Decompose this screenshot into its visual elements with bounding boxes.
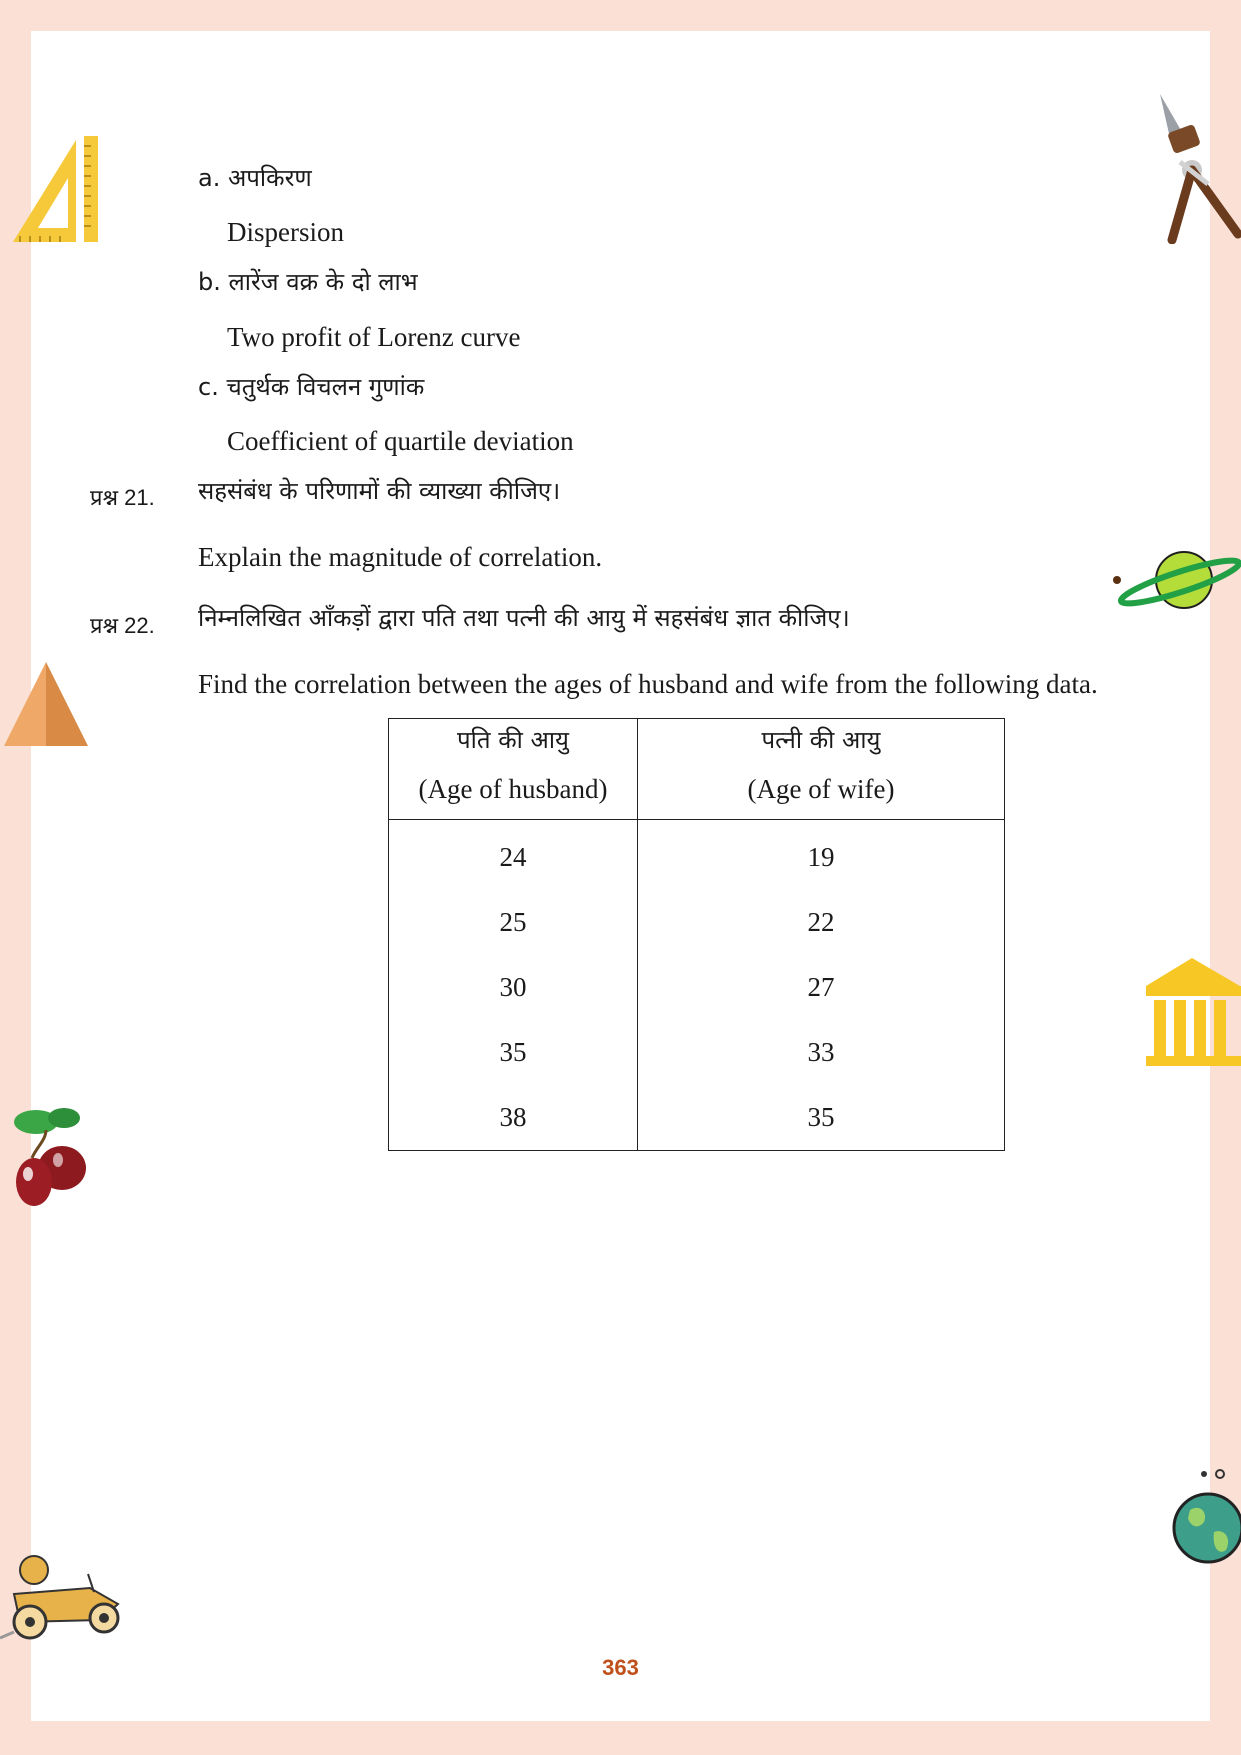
item-b-english: Two profit of Lorenz curve [227,322,521,352]
question-22-english: Find the correlation between the ages of husband and wife from the following data. [198,669,1098,699]
item-c-english: Coefficient of quartile deviation [227,426,574,456]
question-21-label: प्रश्न 21. [90,485,155,510]
wife-age-cell: 35 [638,1085,1005,1151]
husband-age-cell: 25 [389,890,638,955]
husband-age-cell: 35 [389,1020,638,1085]
item-c-hindi: c. चतुर्थक विचलन गुणांक [198,373,425,401]
column-header-wife-hindi: पत्नी की आयु [761,726,881,754]
wife-age-cell: 27 [638,955,1005,1020]
husband-age-cell: 24 [389,820,638,891]
compass-tool-icon [1152,92,1241,244]
table-header-row [389,719,1005,820]
question-21-english: Explain the magnitude of correlation. [198,542,603,572]
column-header-husband-hindi: पति की आयु [457,726,569,754]
column-header-wife [638,719,1005,820]
set-square-ruler-icon [8,132,103,244]
column-header-wife-english: (Age of wife) [747,774,895,804]
wife-age-cell: 22 [638,890,1005,955]
item-a-hindi: a. अपकिरण [198,164,312,192]
planet-saturn-icon [1112,544,1241,614]
question-22-hindi: निम्नलिखित आँकड़ों द्वारा पति तथा पत्नी की आयु में सहसंबंध ज्ञात कीजिए। [198,604,850,632]
table-row [389,890,1005,955]
column-header-husband-english: (Age of husband) [418,774,608,804]
wife-age-cell: 33 [638,1020,1005,1085]
table-row [389,820,1005,891]
wife-age-cell: 19 [638,820,1005,891]
table-row [389,1020,1005,1085]
table-row [389,1085,1005,1151]
greek-temple-icon [1144,956,1241,1068]
column-header-husband [389,719,638,820]
husband-age-cell: 38 [389,1085,638,1151]
question-21-hindi: सहसंबंध के परिणामों की व्याख्या कीजिए। [198,477,561,505]
item-b-hindi: b. लारेंज वक्र के दो लाभ [198,268,418,296]
table-row [389,955,1005,1020]
age-data-table [388,718,1005,1151]
question-22-label: प्रश्न 22. [90,613,155,638]
item-a-english: Dispersion [227,217,344,247]
page-number: 363 [602,1655,639,1680]
globe-icon [1168,1466,1241,1570]
vintage-car-icon [0,1544,130,1644]
pyramid-icon [2,660,90,748]
cherries-icon [6,1104,88,1208]
husband-age-cell: 30 [389,955,638,1020]
